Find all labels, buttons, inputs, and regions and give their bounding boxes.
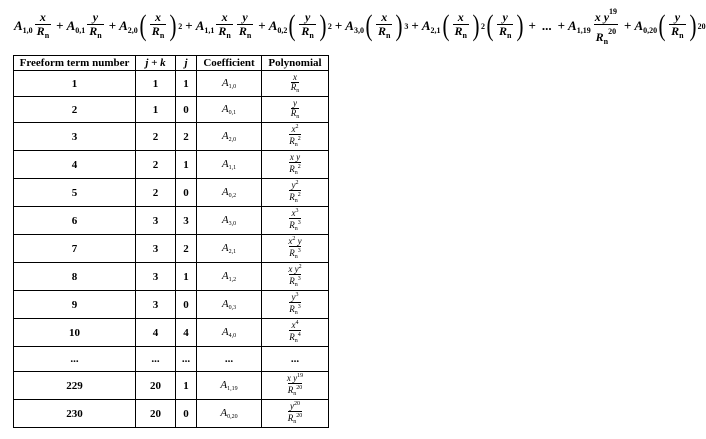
polynomial-fraction (287, 372, 303, 399)
formula-fraction (376, 11, 392, 42)
polynomial-numerator: $x^2$ y (288, 236, 302, 246)
polynomial-numerator: x (293, 72, 297, 82)
polynomial-denominator: $R_n^3$ (289, 276, 301, 288)
fraction-numerator: x $y^{19}$ (594, 6, 618, 24)
cell-coefficient: A1,0 (197, 71, 262, 97)
polynomial-denominator: $R_n^3$ (289, 304, 301, 316)
polynomial-numerator: y (293, 98, 297, 108)
parenthesized-group (287, 11, 331, 42)
polynomial-denominator: $R_n^2$ (289, 192, 301, 204)
denominator-subscript: n (462, 30, 467, 40)
cell-term-number: ... (14, 347, 136, 372)
formula-fraction (669, 11, 685, 42)
cell-term-number: 229 (14, 372, 136, 400)
denominator-exponent: 2 (297, 136, 301, 142)
denominator-exponent: 20 (296, 413, 303, 419)
cell-j-plus-k: 2 (136, 123, 176, 151)
fraction-denominator: $R_n$ (498, 23, 512, 40)
polynomial-fraction (289, 179, 301, 206)
coefficient-subscript: 1,19 (576, 25, 591, 35)
formula-coefficient: $A_{1,1}$ (195, 17, 215, 35)
denominator-subscript: n (44, 30, 50, 40)
cell-j-plus-k: 3 (136, 291, 176, 319)
cell-j-plus-k: 3 (136, 235, 176, 263)
coefficient-subscript: 0,20 (227, 414, 238, 420)
polynomial-numerator: $x^3$ (291, 208, 299, 218)
numerator-exponent: 20 (294, 401, 300, 407)
denominator-exponent: 20 (296, 385, 303, 391)
denominator-subscript: n (293, 391, 297, 397)
fraction-denominator: $R_n$ (301, 23, 314, 40)
cell-term-number: 7 (14, 235, 136, 263)
right-paren: ) (472, 9, 480, 42)
coefficient-subscript: 0,3 (228, 305, 237, 311)
cell-polynomial (262, 400, 329, 428)
cell-j: ... (176, 347, 197, 372)
fraction-numerator: y (502, 9, 508, 24)
numerator-exponent: 2 (298, 264, 302, 270)
formula-fraction (216, 11, 232, 42)
table-row (14, 263, 329, 291)
denominator-exponent: 3 (297, 304, 301, 310)
denominator-exponent: 4 (297, 332, 301, 338)
table-header-row (14, 56, 329, 71)
left-paren: ( (288, 9, 296, 42)
polynomial-denominator: $R_n$ (290, 108, 300, 120)
denominator-subscript: n (294, 226, 298, 232)
cell-polynomial (262, 291, 329, 319)
cell-j: 1 (176, 263, 197, 291)
formula-coefficient: $A_{0,2}$ (268, 17, 288, 35)
fraction-denominator: $R_n$ (218, 23, 231, 40)
denominator-subscript: n (309, 30, 314, 40)
cell-coefficient: A4,0 (197, 319, 262, 347)
fraction-numerator: x (221, 9, 228, 24)
polynomial-fraction (288, 263, 301, 290)
cell-polynomial (262, 71, 329, 97)
formula-fraction (150, 11, 166, 42)
table-row (14, 71, 329, 97)
cell-j: 2 (176, 235, 197, 263)
table-row (14, 319, 329, 347)
fraction-numerator: y (92, 9, 99, 24)
coefficient-subscript: 2,1 (430, 25, 441, 35)
table-row (14, 291, 329, 319)
right-paren: ) (516, 9, 524, 42)
left-paren: ( (442, 9, 450, 42)
numerator-exponent: 4 (295, 320, 299, 326)
formula-fraction (497, 11, 513, 42)
polynomial-numerator: $y^2$ (291, 180, 299, 190)
plus-sign: + (185, 18, 193, 33)
coefficient-subscript: 0,1 (75, 25, 86, 35)
numerator-exponent: 3 (295, 208, 299, 214)
coefficient-subscript: 2,0 (127, 25, 138, 35)
group-exponent: 2 (327, 21, 332, 31)
cell-j-plus-k: 3 (136, 263, 176, 291)
cell-term-number: 1 (14, 71, 136, 97)
cell-j: 1 (176, 71, 197, 97)
polynomial-fraction (289, 153, 301, 178)
polynomial-numerator: x $y^2$ (288, 264, 302, 274)
denominator-exponent: 3 (297, 220, 301, 226)
cell-j: 0 (176, 179, 197, 207)
fraction-numerator: y (674, 9, 681, 24)
denominator-subscript: n (294, 338, 298, 344)
denominator-subscript: n (294, 198, 298, 204)
cell-j-plus-k: 20 (136, 372, 176, 400)
polynomial-numerator: $x^2$ (291, 124, 299, 134)
denominator-subscript: n (294, 142, 298, 148)
polynomial-denominator: $R_n^2$ (289, 164, 301, 176)
denominator-subscript: n (294, 170, 298, 176)
plus-sign: + (528, 18, 536, 33)
left-paren: ( (365, 9, 373, 42)
polynomial-denominator: $R_n^4$ (289, 332, 301, 344)
formula-fraction (453, 11, 469, 42)
fraction-denominator: $R_n$ (36, 23, 50, 40)
table-row (14, 97, 329, 123)
plus-sign: + (108, 18, 117, 33)
formula-coefficient: $A_{0,20}$ (634, 17, 658, 35)
denominator-subscript: n (507, 30, 512, 40)
denominator-subscript: n (296, 114, 300, 120)
denominator-subscript: n (603, 36, 609, 46)
polynomial-fraction (291, 73, 300, 96)
parenthesized-group (441, 11, 485, 42)
left-paren: ( (658, 9, 666, 42)
denominator-subscript: n (293, 419, 297, 425)
formula-fraction (593, 5, 619, 48)
cell-j-plus-k: 20 (136, 400, 176, 428)
ellipsis: ... (541, 18, 552, 33)
cell-polynomial (262, 207, 329, 235)
cell-j-plus-k: 1 (136, 97, 176, 123)
coefficient-subscript: 0,2 (228, 193, 237, 199)
left-paren: ( (486, 9, 494, 42)
cell-coefficient: A2,0 (197, 123, 262, 151)
cell-polynomial (262, 179, 329, 207)
coefficient-subscript: 1,1 (204, 25, 215, 35)
polynomial-numerator: x $y^{19}$ (286, 373, 304, 383)
table-row (14, 372, 329, 400)
right-paren: ) (319, 9, 327, 42)
denominator-exponent: 2 (297, 164, 301, 170)
group-exponent: 2 (178, 21, 183, 31)
cell-term-number: 5 (14, 179, 136, 207)
cell-polynomial (262, 151, 329, 179)
cell-coefficient: A2,1 (197, 235, 262, 263)
coefficient-subscript: 0,20 (643, 25, 658, 35)
plus-sign: + (334, 18, 343, 33)
coefficient-subscript: 1,2 (228, 277, 237, 283)
group-exponent: 3 (404, 21, 409, 31)
formula-fraction (35, 11, 51, 42)
polynomial-denominator: $R_n^{20}$ (287, 413, 303, 425)
header-j: j (176, 56, 197, 71)
plus-sign: + (411, 18, 419, 33)
parenthesized-group (138, 11, 182, 42)
polynomial-fraction (289, 319, 301, 346)
polynomial-fraction (288, 235, 301, 262)
cell-j-plus-k: 4 (136, 319, 176, 347)
formula-coefficient: $A_{2,0}$ (119, 17, 138, 35)
fraction-denominator: $R_n$ (671, 23, 684, 40)
formula-coefficient: $A_{1,0}$ (14, 17, 33, 35)
cell-polynomial (262, 97, 329, 123)
cell-polynomial (262, 235, 329, 263)
parenthesized-group (364, 11, 408, 42)
cell-term-number: 3 (14, 123, 136, 151)
polynomial-denominator: $R_n^3$ (289, 248, 301, 260)
header-term-number: Freeform term number (14, 56, 136, 71)
numerator-exponent: 19 (609, 6, 618, 16)
fraction-numerator: x (155, 9, 162, 24)
cell-coefficient: ... (197, 347, 262, 372)
cell-j-plus-k: 2 (136, 179, 176, 207)
group-exponent: 2 (480, 21, 485, 31)
coefficient-subscript: 0,2 (277, 25, 288, 35)
polynomial-fraction (291, 99, 300, 122)
cell-term-number: 230 (14, 400, 136, 428)
cell-coefficient: A3,0 (197, 207, 262, 235)
fraction-numerator: x (457, 9, 464, 24)
fraction-denominator: $R_n$ (238, 23, 252, 40)
numerator-exponent: 3 (295, 292, 299, 298)
polynomial-fraction (288, 400, 303, 427)
table-row (14, 235, 329, 263)
right-paren: ) (689, 9, 697, 42)
coefficient-subscript: 1,19 (227, 386, 238, 392)
denominator-subscript: n (296, 88, 300, 94)
numerator-exponent: 2 (295, 124, 299, 130)
cell-j: 3 (176, 207, 197, 235)
denominator-subscript: n (226, 30, 231, 40)
right-paren: ) (395, 9, 403, 42)
polynomial-fraction (289, 291, 301, 318)
plus-sign: + (56, 18, 64, 33)
cell-coefficient: A0,3 (197, 291, 262, 319)
parenthesized-group (657, 11, 705, 42)
table-row (14, 151, 329, 179)
cell-coefficient: A0,1 (197, 97, 262, 123)
cell-term-number: 10 (14, 319, 136, 347)
coefficient-subscript: 0,1 (228, 110, 237, 116)
denominator-subscript: n (385, 30, 391, 40)
table-row (14, 179, 329, 207)
cell-coefficient: A0,20 (197, 400, 262, 428)
formula-fraction (237, 11, 253, 42)
coefficient-subscript: 2,1 (228, 249, 237, 255)
coefficient-subscript: 1,0 (228, 84, 237, 90)
fraction-numerator: y (242, 9, 248, 24)
denominator-subscript: n (159, 30, 165, 40)
cell-j: 4 (176, 319, 197, 347)
cell-term-number: 6 (14, 207, 136, 235)
left-paren: ( (139, 9, 147, 42)
numerator-exponent: 19 (297, 373, 304, 379)
cell-j-plus-k: 1 (136, 71, 176, 97)
cell-j: 1 (176, 151, 197, 179)
denominator-subscript: n (294, 282, 298, 288)
fraction-denominator: $R_n^{20}$ (594, 24, 618, 48)
polynomial-numerator: x y (289, 152, 301, 162)
cell-j: 0 (176, 97, 197, 123)
formula-coefficient: $A_{2,1}$ (421, 17, 441, 35)
coefficient-subscript: 4,0 (228, 333, 237, 339)
formula-coefficient: $A_{0,1}$ (66, 17, 86, 35)
table-row (14, 347, 329, 372)
cell-j-plus-k: ... (136, 347, 176, 372)
header-coefficient: Coefficient (197, 56, 262, 71)
polynomial-denominator: $R_n^3$ (289, 220, 301, 232)
coefficient-subscript: 1,1 (228, 165, 237, 171)
cell-j: 1 (176, 372, 197, 400)
cell-j-plus-k: 2 (136, 151, 176, 179)
polynomial-denominator: $R_n^{20}$ (287, 385, 303, 397)
freeform-terms-table (13, 55, 329, 428)
header-polynomial: Polynomial (262, 56, 329, 71)
cell-term-number: 8 (14, 263, 136, 291)
plus-sign: + (557, 18, 566, 33)
numerator-exponent: 2 (292, 236, 296, 242)
fraction-numerator: y (304, 9, 311, 24)
polynomial-numerator: $x^4$ (291, 320, 299, 330)
polynomial-denominator: $R_n$ (290, 82, 300, 94)
fraction-numerator: x (39, 9, 46, 24)
fraction-denominator: $R_n$ (454, 23, 467, 40)
fraction-denominator: $R_n$ (89, 23, 102, 40)
plus-sign: + (624, 18, 632, 33)
freeform-polynomial-formula (14, 2, 706, 50)
cell-term-number: 9 (14, 291, 136, 319)
fraction-numerator: x (381, 9, 388, 24)
freeform-terms-table-container (13, 55, 329, 428)
cell-coefficient: A0,2 (197, 179, 262, 207)
polynomial-numerator: $y^3$ (291, 292, 299, 302)
denominator-exponent: 3 (297, 248, 301, 254)
coefficient-subscript: 2,0 (228, 137, 237, 143)
table-row (14, 123, 329, 151)
coefficient-subscript: 3,0 (353, 25, 364, 35)
parenthesized-group (485, 11, 525, 42)
formula-fraction (87, 11, 103, 42)
cell-polynomial (262, 319, 329, 347)
denominator-subscript: n (97, 30, 102, 40)
denominator-subscript: n (679, 30, 684, 40)
denominator-subscript: n (294, 310, 298, 316)
cell-polynomial (262, 372, 329, 400)
denominator-subscript: n (294, 254, 298, 260)
table-row (14, 207, 329, 235)
coefficient-subscript: 3,0 (228, 221, 237, 227)
cell-term-number: 2 (14, 97, 136, 123)
cell-term-number: 4 (14, 151, 136, 179)
cell-polynomial (262, 123, 329, 151)
denominator-exponent: 2 (297, 192, 301, 198)
denominator-subscript: n (246, 30, 252, 40)
polynomial-denominator: $R_n^2$ (289, 136, 301, 148)
header-j-plus-k: j + k (136, 56, 176, 71)
polynomial-fraction (289, 207, 301, 234)
table-body (14, 71, 329, 428)
denominator-exponent: 3 (297, 276, 301, 282)
plus-sign: + (258, 18, 266, 33)
cell-polynomial (262, 263, 329, 291)
cell-j: 2 (176, 123, 197, 151)
polynomial-numerator: $y^{20}$ (290, 401, 300, 411)
cell-coefficient: A1,19 (197, 372, 262, 400)
formula-coefficient: $A_{1,19}$ (568, 17, 591, 35)
cell-polynomial: ... (262, 347, 329, 372)
group-exponent: 20 (697, 21, 706, 31)
cell-coefficient: A1,1 (197, 151, 262, 179)
formula-coefficient: $A_{3,0}$ (345, 17, 364, 35)
cell-j: 0 (176, 291, 197, 319)
coefficient-subscript: 1,0 (22, 25, 33, 35)
fraction-denominator: $R_n$ (151, 23, 165, 40)
fraction-denominator: $R_n$ (377, 23, 391, 40)
cell-j-plus-k: 3 (136, 207, 176, 235)
formula-fraction (299, 11, 315, 42)
denominator-exponent: 20 (608, 26, 617, 36)
cell-coefficient: A1,2 (197, 263, 262, 291)
polynomial-fraction (289, 123, 301, 150)
cell-j: 0 (176, 400, 197, 428)
right-paren: ) (169, 9, 177, 42)
table-row (14, 400, 329, 428)
numerator-exponent: 2 (295, 180, 299, 186)
